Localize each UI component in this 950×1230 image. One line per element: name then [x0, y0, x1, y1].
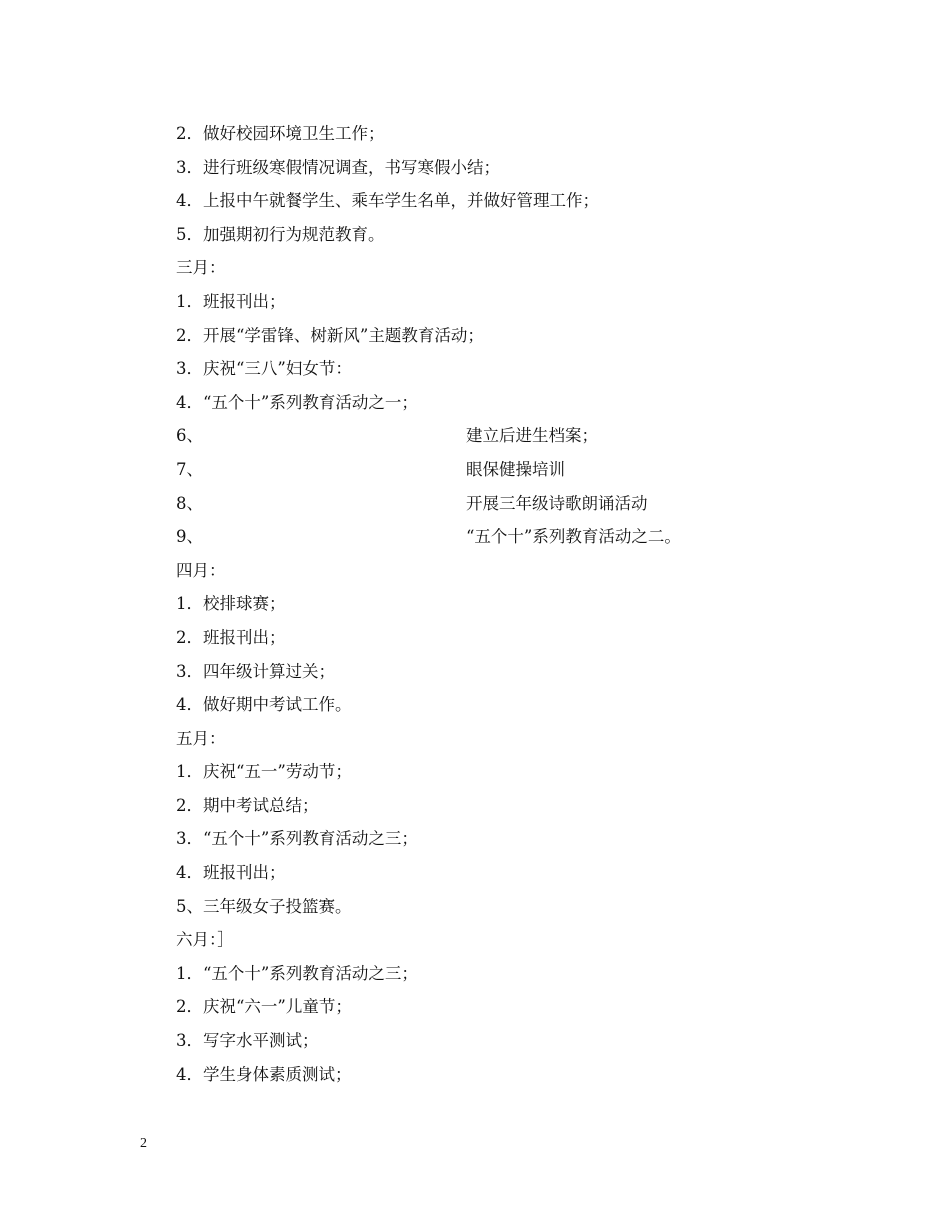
list-item: 1．校排球赛； [176, 594, 286, 614]
list-item-text: 眼保健操培训 [466, 459, 565, 479]
list-item: 5．加强期初行为规范教育。 [176, 224, 385, 244]
month-heading: 三月： [176, 258, 226, 278]
list-item-number: 8、 [176, 493, 203, 513]
list-item: 2．班报刊出； [176, 627, 286, 647]
list-item-number: 7、 [176, 459, 203, 479]
list-item-number: 6、 [176, 426, 203, 446]
list-item: 4．上报中午就餐学生、乘车学生名单，并做好管理工作； [176, 191, 599, 211]
list-item-text: 建立后进生档案； [466, 426, 598, 446]
list-item: 2．做好校园环境卫生工作； [176, 124, 385, 143]
list-item: 2．开展“学雷锋、树新风”主题教育活动； [176, 325, 484, 345]
list-item: 4．班报刊出； [176, 863, 286, 883]
list-item [176, 419, 816, 453]
list-item-number: 9、 [176, 527, 203, 547]
list-item [176, 520, 816, 554]
list-item: 3．四年级计算过关； [176, 661, 335, 681]
list-item: 3．写字水平测试； [176, 1031, 319, 1051]
month-heading: 六月：］ [176, 930, 234, 950]
list-item [176, 453, 816, 487]
list-item: 1．庆祝“五一”劳动节； [176, 762, 352, 782]
list-item: 2．庆祝“六一”儿童节； [176, 997, 352, 1017]
document-body [176, 117, 816, 1091]
list-item: 4．“五个十”系列教育活动之一； [176, 392, 418, 412]
list-item: 4．做好期中考试工作。 [176, 695, 352, 715]
page-number: 2 [140, 1136, 147, 1151]
list-item: 2．期中考试总结； [176, 795, 319, 815]
list-item [176, 487, 816, 521]
month-heading: 四月： [176, 560, 226, 580]
list-item: 1．班报刊出； [176, 291, 286, 311]
list-item: 3．“五个十”系列教育活动之三； [176, 829, 418, 849]
list-item: 3．庆祝“三八”妇女节： [176, 359, 352, 379]
list-item-text: “五个十”系列教育活动之二。 [466, 527, 681, 547]
list-item-text: 开展三年级诗歌朗诵活动 [466, 493, 648, 513]
list-item: 4．学生身体素质测试； [176, 1064, 352, 1084]
list-item: 1．“五个十”系列教育活动之三； [176, 963, 418, 983]
list-item: 3．进行班级寒假情况调查，书写寒假小结； [176, 157, 500, 177]
month-heading: 五月： [176, 728, 226, 748]
list-item: 5、三年级女子投篮赛。 [176, 896, 352, 916]
